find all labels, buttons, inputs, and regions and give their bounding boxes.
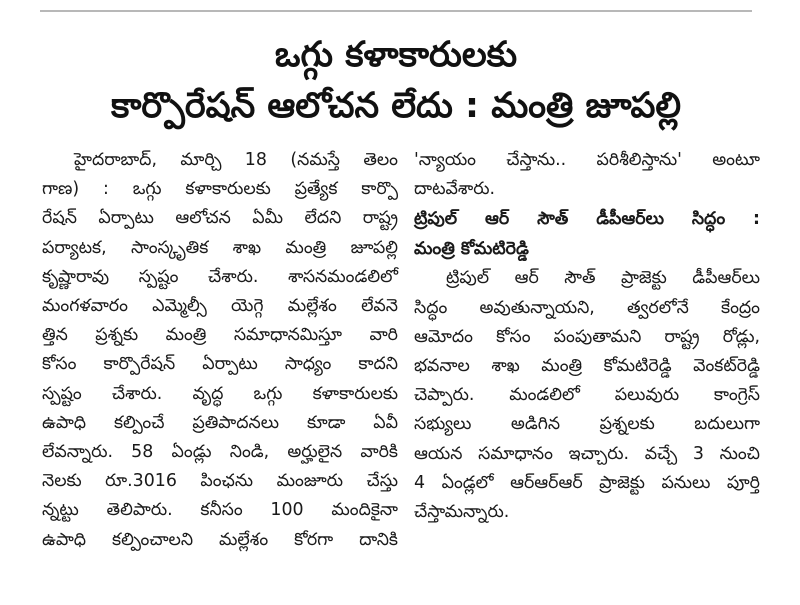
text-line: సభ్యులు అడిగిన ప్రశ్నలకు బదులుగా: [414, 414, 760, 435]
text-line: 4 ఏండ్లలో ఆర్‌ఆర్‌ఆర్ ప్రాజెక్టు పనులు పూర్తి: [414, 472, 760, 493]
text-line: ఆమోదం కోసం పంపుతామని రాష్ట్ర రోడ్లు,: [414, 326, 760, 347]
headline: [40, 30, 752, 132]
subheading-line: ట్రిపుల్ ఆర్ సౌత్ డీపీఆర్‌లు సిద్ధం :: [414, 209, 760, 230]
text-line: ఉపాధి కల్పించాలని మల్లేశం కోరగా దానికి: [42, 529, 398, 550]
subheading-line: మంత్రి కోమటిరెడ్డి: [414, 239, 529, 260]
text-line: హైదరాబాద్, మార్చి 18 (నమస్తే తెలం: [74, 150, 398, 170]
text-line: 'న్యాయం చేస్తాను.. పరిశీలిస్తాను' అంటూ: [414, 150, 760, 170]
text-line: చేస్తామన్నారు.: [414, 502, 510, 523]
text-line: చెప్పారు. మండలిలో పలువురు కాంగ్రెస్: [414, 385, 760, 406]
article-paragraph: [42, 146, 398, 555]
text-line: ఆయన సమాధానం ఇచ్చారు. వచ్చే 3 నుంచి: [414, 443, 760, 464]
section-subheading: [414, 204, 760, 264]
article-paragraph: [414, 146, 760, 204]
text-line: దాటవేశారు.: [414, 179, 496, 200]
text-line: నెలకు రూ.3016 పింఛను మంజూరు చేస్తు: [42, 471, 398, 492]
top-rule: [40, 10, 752, 12]
text-line: రేషన్ ఏర్పాటు ఆలోచన ఏమీ లేదని రాష్ట్ర: [42, 208, 398, 229]
text-line: మంగళవారం ఎమ్మెల్సీ యెగ్గె మల్లేశం లేవనె: [42, 296, 398, 317]
text-line: త్తిన ప్రశ్నకు మంత్రి సమాధానమిస్తూ వారి: [42, 325, 398, 346]
text-line: భవనాల శాఖ మంత్రి కోమటిరెడ్డి వెంకట్‌రెడ్డి: [414, 356, 760, 377]
article-paragraph: [414, 264, 760, 527]
headline-line-2: కార్పొరేషన్ ఆలోచన లేదు : మంత్రి జూపల్లి: [111, 86, 681, 126]
right-column: [414, 146, 760, 527]
text-line: సిద్ధం అవుతున్నాయని, త్వరలోనే కేంద్రం: [414, 297, 760, 318]
text-line: కృష్ణారావు స్పష్టం చేశారు. శాసనమండలిలో: [42, 266, 398, 287]
text-line: న్నట్టు తెలిపారు. కనీసం 100 మందికైనా: [42, 500, 398, 521]
text-line: ట్రిపుల్ ఆర్ సౌత్ ప్రాజెక్టు డీపీఆర్‌లు: [446, 268, 760, 289]
left-column: [42, 146, 398, 555]
text-line: పర్యాటక, సాంస్కృతిక శాఖ మంత్రి జూపల్లి: [42, 237, 398, 258]
text-line: స్పష్టం చేశారు. వృద్ధ ఒగ్గు కళాకారులకు: [42, 383, 398, 404]
text-line: గాణ) : ఒగ్గు కళాకారులకు ప్రత్యేక కార్పొ: [42, 179, 398, 200]
text-line: కోసం కార్పొరేషన్ ఏర్పాటు సాధ్యం కాదని: [42, 354, 398, 375]
text-line: లేవన్నారు. 58 ఏండ్లు నిండి, అర్హులైన వారికి: [42, 442, 398, 463]
text-line: ఉపాధి కల్పించే ప్రతిపాదనలు కూడా ఏవీ: [42, 412, 398, 433]
headline-line-1: ఒగ్గు కళాకారులకు: [274, 35, 518, 75]
